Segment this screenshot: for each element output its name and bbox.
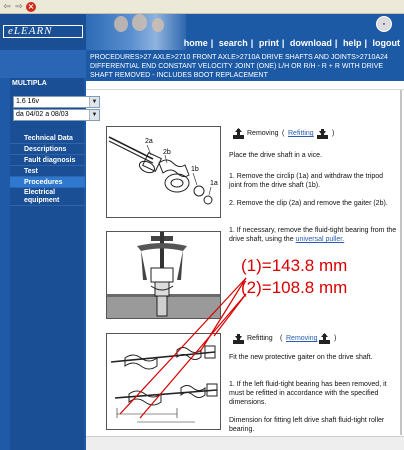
removing-tool-icon <box>232 128 245 140</box>
removing-step-2: 2. Remove the clip (2a) and remove the gaiter (2b). <box>229 200 388 207</box>
date-select-value: da 04/02 a 08/03 <box>16 111 69 118</box>
refitting-tool-icon[interactable] <box>316 128 329 140</box>
removing-step-3: 1. If necessary, remove the fluid-tight bearing from the drive shaft, using the universal puller. <box>229 227 397 243</box>
refitting-title: Refitting <box>247 335 273 342</box>
engine-select-value: 1.6 16v <box>16 98 39 105</box>
chevron-down-icon[interactable]: ▼ <box>89 97 99 107</box>
refitting-step-1: 1. If the left fluid-tight bearing has been removed, it must be refitted in accordance with the specified dimensions. <box>229 381 387 406</box>
label-1b: 1b <box>191 166 199 173</box>
sidebar-item-procedures[interactable]: Procedures <box>10 177 85 188</box>
label-2a: 2a <box>145 138 153 145</box>
sidebar-item-test[interactable]: Test <box>10 166 85 177</box>
nav-help[interactable]: help <box>342 38 362 48</box>
refitting-step-2: Dimension for fitting left drive shaft fluid-tight roller bearing. <box>229 417 385 433</box>
sidebar-item-descriptions[interactable]: Descriptions <box>10 144 85 155</box>
label-1a: 1a <box>210 180 218 187</box>
removing-title: Removing <box>247 130 279 137</box>
sidebar-item-electrical-equipment[interactable]: Electrical equipment <box>10 188 85 206</box>
elearn-logo: eLEARN <box>3 25 83 38</box>
removing-step-1: 1. Remove the circlip (1a) and withdraw the tripod joint from the drive shaft (1b). <box>229 173 384 189</box>
removing-link[interactable]: Removing <box>286 335 318 342</box>
removing-tool-icon[interactable] <box>318 333 331 345</box>
breadcrumb: PROCEDURES>27 AXLE>2710 FRONT AXLE>2710A DRIVE SHAFTS AND JOINTS>2710A24 DIFFERENTIAL END CONSTANT VELOCITY JOINT (ONE) L/H OR R/H - R + R WITH DRIVE SHAFT REMOVED - INCLUDES BOOT REPLACEMENT <box>86 50 404 81</box>
nav-search[interactable]: search <box>218 38 248 48</box>
back-arrow-icon[interactable]: ⇦ <box>3 2 11 12</box>
forward-arrow-icon[interactable]: ⇨ <box>15 2 23 12</box>
removing-step-0: Place the drive shaft in a vice. <box>229 152 322 159</box>
refitting-step-0: Fit the new protective gaiter on the drive shaft. <box>229 354 373 361</box>
refitting-link[interactable]: Refitting <box>288 130 314 137</box>
annotation-dimension-2: (2)=108.8 mm <box>241 278 348 297</box>
annotation-dimension-1: (1)=143.8 mm <box>241 256 348 275</box>
label-2b: 2b <box>163 149 171 156</box>
refitting-tool-icon <box>232 333 245 345</box>
brand-badge-icon: ● <box>376 16 392 32</box>
sidebar-item-technical-data[interactable]: Technical Data <box>10 133 85 144</box>
nav-download[interactable]: download <box>289 38 332 48</box>
sidebar-item-fault-diagnosis[interactable]: Fault diagnosis <box>10 155 85 166</box>
universal-puller-link[interactable]: universal puller. <box>295 236 345 243</box>
nav-logout[interactable]: logout <box>372 38 400 48</box>
stop-icon[interactable]: × <box>27 2 35 11</box>
nav-home[interactable]: home <box>183 38 208 48</box>
nav-print[interactable]: print <box>258 38 279 48</box>
chevron-down-icon[interactable]: ▼ <box>89 110 99 120</box>
model-label: MULTIPLA <box>12 80 47 87</box>
horizontal-scrollbar[interactable] <box>86 436 404 450</box>
top-nav: home | search | print | download | help | logout <box>183 38 400 48</box>
